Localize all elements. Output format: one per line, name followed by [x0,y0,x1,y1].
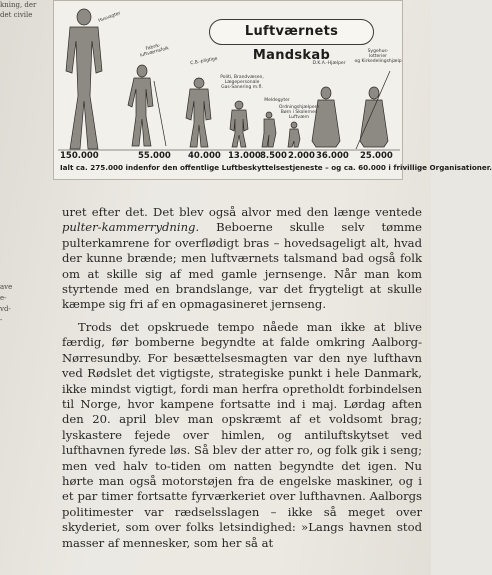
margin-line: kning, der [0,1,37,9]
poster-title: Luftværnets Mandskab [209,19,374,45]
figure-label: C.B.-pligtige [189,56,219,67]
figure-label: Ordningshjælpere Børn i Skolernes Luftværn [278,105,320,120]
margin-text-side [0,282,20,326]
figure-label: Meldegyter [264,98,290,103]
figure-body [288,129,300,147]
poster-illustration [53,0,492,180]
figure-head [137,65,147,77]
text-run: uret efter det. Det blev også alvor med den længe ventede [62,205,422,219]
paragraph-text: Trods det opskruede tempo nåede man ikke at blive færdig, før bomberne begyndte at falde omkring Aalborg-Nørresundby. For besættelsesmagten var den nye lufthavn ved Rødslet det vigtigste, strategiske punkt i hele Danmark, ikke mindst vigtigt, fordi man herfra opretholdt forbindelsen til Norge, hvor kampene fortsatte ind i maj. Lørdag aften den 20. april blev man opskræmt af et voldsomt brag; lyskastere fejede over himlen, og antiluftskytset ved lufthavnen fyrede løs. Så blev der atter ro, og folk gik i seng; men ved halv to-tiden om natten begyndte det igen. Nu hørte man også motorstøjen fra de engelske maskiner, og i et par timer fortsatte fyrværkeriet over lufthavnen. Aalborgs politimester var rædselsslagen – ikke så meget over skyderiet, som over folks letsindighed: »Langs havnen stod masser af mennesker, som her så at [62,320,422,550]
figure-label: Fabrik- luftværnsfolk [139,43,170,59]
figure-head [369,87,379,99]
figure-count: 36.000 [316,151,349,161]
figure-head [291,122,297,128]
figure-head [266,112,272,118]
margin-line: - [0,316,3,324]
text-run-italic: pulter-kammerrydning. [62,220,200,235]
poster-caption: Ialt ca. 275.000 indenfor den offentlige Luftbeskyttelsestjeneste – og ca. 60.000 i frivillige Organisationer. [60,163,492,172]
figure-count: 150.000 [60,151,99,161]
figure-count: 2.000 [288,151,315,161]
figure-body [66,27,102,149]
figure-label: Husvagter [97,11,122,24]
figure-head [194,78,204,88]
figure-count: 55.000 [138,151,171,161]
figure-label: Politi, Brandvæsen, Lægepersonale Gas-Sanering m.fl. [220,75,264,90]
figure-label: Sygehus- lotterier og Kirkedelingshjælp [354,49,402,64]
margin-line: det civile [0,11,33,19]
body-paragraph-1 [62,205,422,313]
text-run: Beboerne skulle selv tømme pulterkamrene for overflødigt bras – hovedsageligt alt, hvad der kunne brænde; men luftværnets talsmand bad også folk om at skille sig af med gamle jernsenge. Når man kom styrtende med en brandslange, var det frygteligt at skulle kæmpe sig fri af en opmagasineret jernseng. [62,220,422,312]
figure-body [186,89,211,147]
body-paragraph-2 [62,320,422,551]
margin-line: ave [0,283,13,291]
figure-count: 40.000 [188,151,221,161]
margin-line: vd- [0,305,11,313]
figure-count: 25.000 [360,151,393,161]
figure-head [321,87,331,99]
figure-body [128,78,153,146]
figure-label: D.K.A.-Hjælper [312,61,346,66]
shovel [154,81,166,146]
figure-head [77,9,91,25]
figure-count: 13.000 [228,151,261,161]
margin-text-top [0,0,50,20]
figure-head [235,101,243,109]
margin-line: e- [0,294,7,302]
figure-body [262,119,276,147]
figure-count: 8.500 [260,151,287,161]
figure-body [230,110,248,147]
